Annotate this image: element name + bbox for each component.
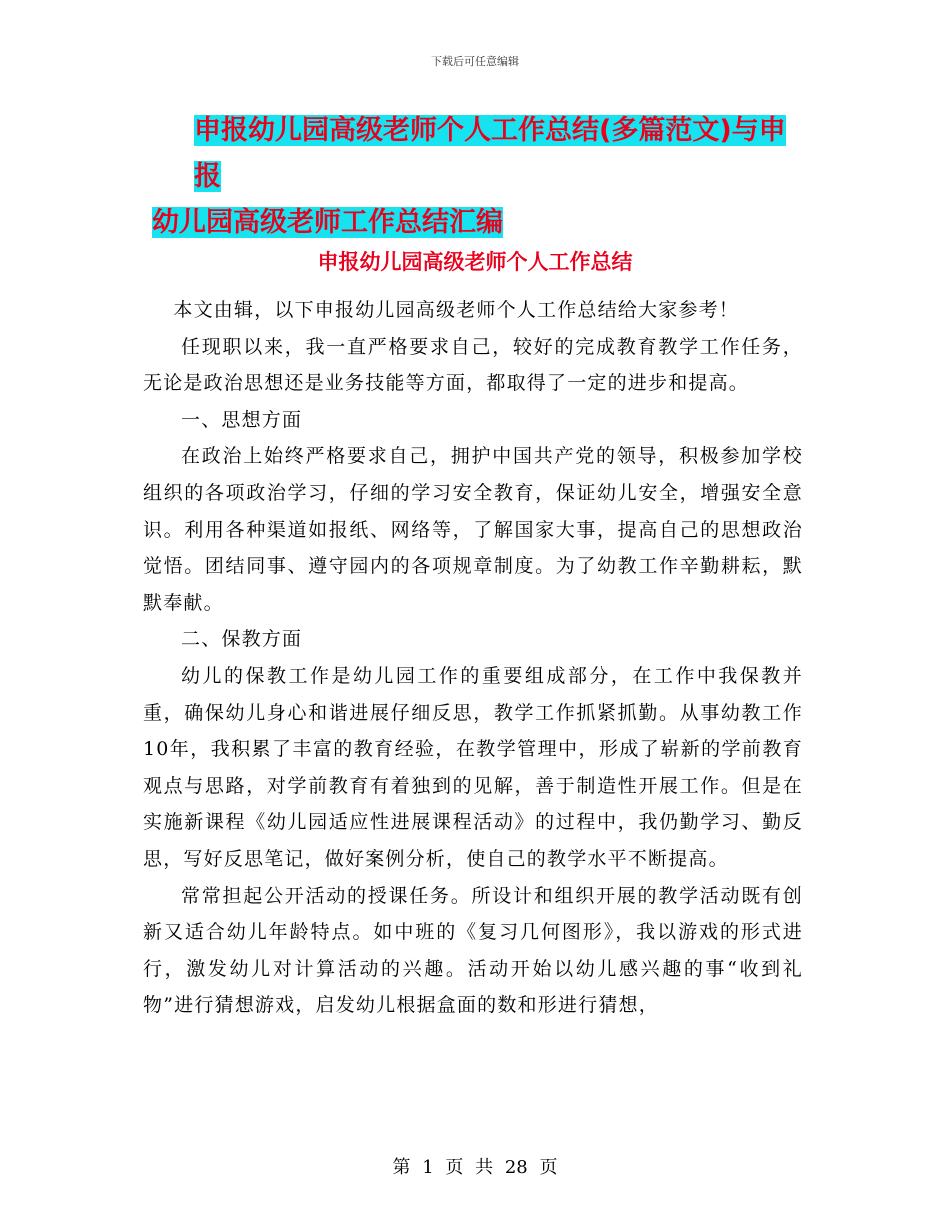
paragraph: 任现职以来，我一直严格要求自己，较好的完成教育教学工作任务，无论是政治思想还是业务技能等方面，都取得了一定的进步和提高。 [143, 335, 803, 395]
title-line-1 [140, 108, 810, 200]
paragraph: 幼儿的保教工作是幼儿园工作的重要组成部分，在工作中我保教并重，确保幼儿身心和谐进展仔细反思，教学工作抓紧抓勤。从事幼教工作10年，我积累了丰富的教育经验，在教学管理中，形成了崭新的学前教育观点与思路，对学前教育有着独到的见解，善于制造性开展工作。但是在实施新课程《幼儿园适应性进展课程活动》的过程中，我仍勤学习、勤反思，写好反思笔记，做好案例分析，使自己的教学水平不断提高。 [143, 664, 803, 870]
document-title [140, 108, 810, 246]
section-heading-ideology: 一、思想方面 [181, 408, 303, 431]
section-title: 申报幼儿园高级老师个人工作总结 [317, 250, 633, 274]
paragraph: 常常担起公开活动的授课任务。所设计和组织开展的教学活动既有创新又适合幼儿年龄特点。如中班的《复习几何图形》，我以游戏的形式进行，激发幼儿对计算活动的兴趣。活动开始以幼儿感兴趣的事“收到礼物”进行猜想游戏，启发幼儿根据盒面的数和形进行猜想， [143, 884, 803, 1017]
paragraph-intro: 本文由辑，以下申报幼儿园高级老师个人工作总结给大家参考！ [173, 299, 739, 321]
page-footer-number: 第 1 页 共 28 页 [392, 1157, 558, 1178]
section-heading-education: 二、保教方面 [181, 628, 303, 651]
document-body [143, 292, 803, 1024]
title-line-2-highlight: 幼儿园高级老师工作总结汇编 [152, 207, 503, 238]
paragraph: 在政治上始终严格要求自己，拥护中国共产党的领导，积极参加学校组织的各项政治学习，仔细的学习安全教育，保证幼儿安全，增强安全意识。利用各种渠道如报纸、网络等，了解国家大事，提高自己的思想政治觉悟。团结同事、遵守园内的各项规章制度。为了幼教工作辛勤耕耘，默默奉献。 [143, 445, 803, 614]
title-line-2 [140, 200, 810, 246]
page-header-note: 下载后可任意编辑 [431, 55, 519, 68]
title-line-1-highlight: 申报幼儿园高级老师个人工作总结(多篇范文)与申报 [194, 115, 786, 192]
